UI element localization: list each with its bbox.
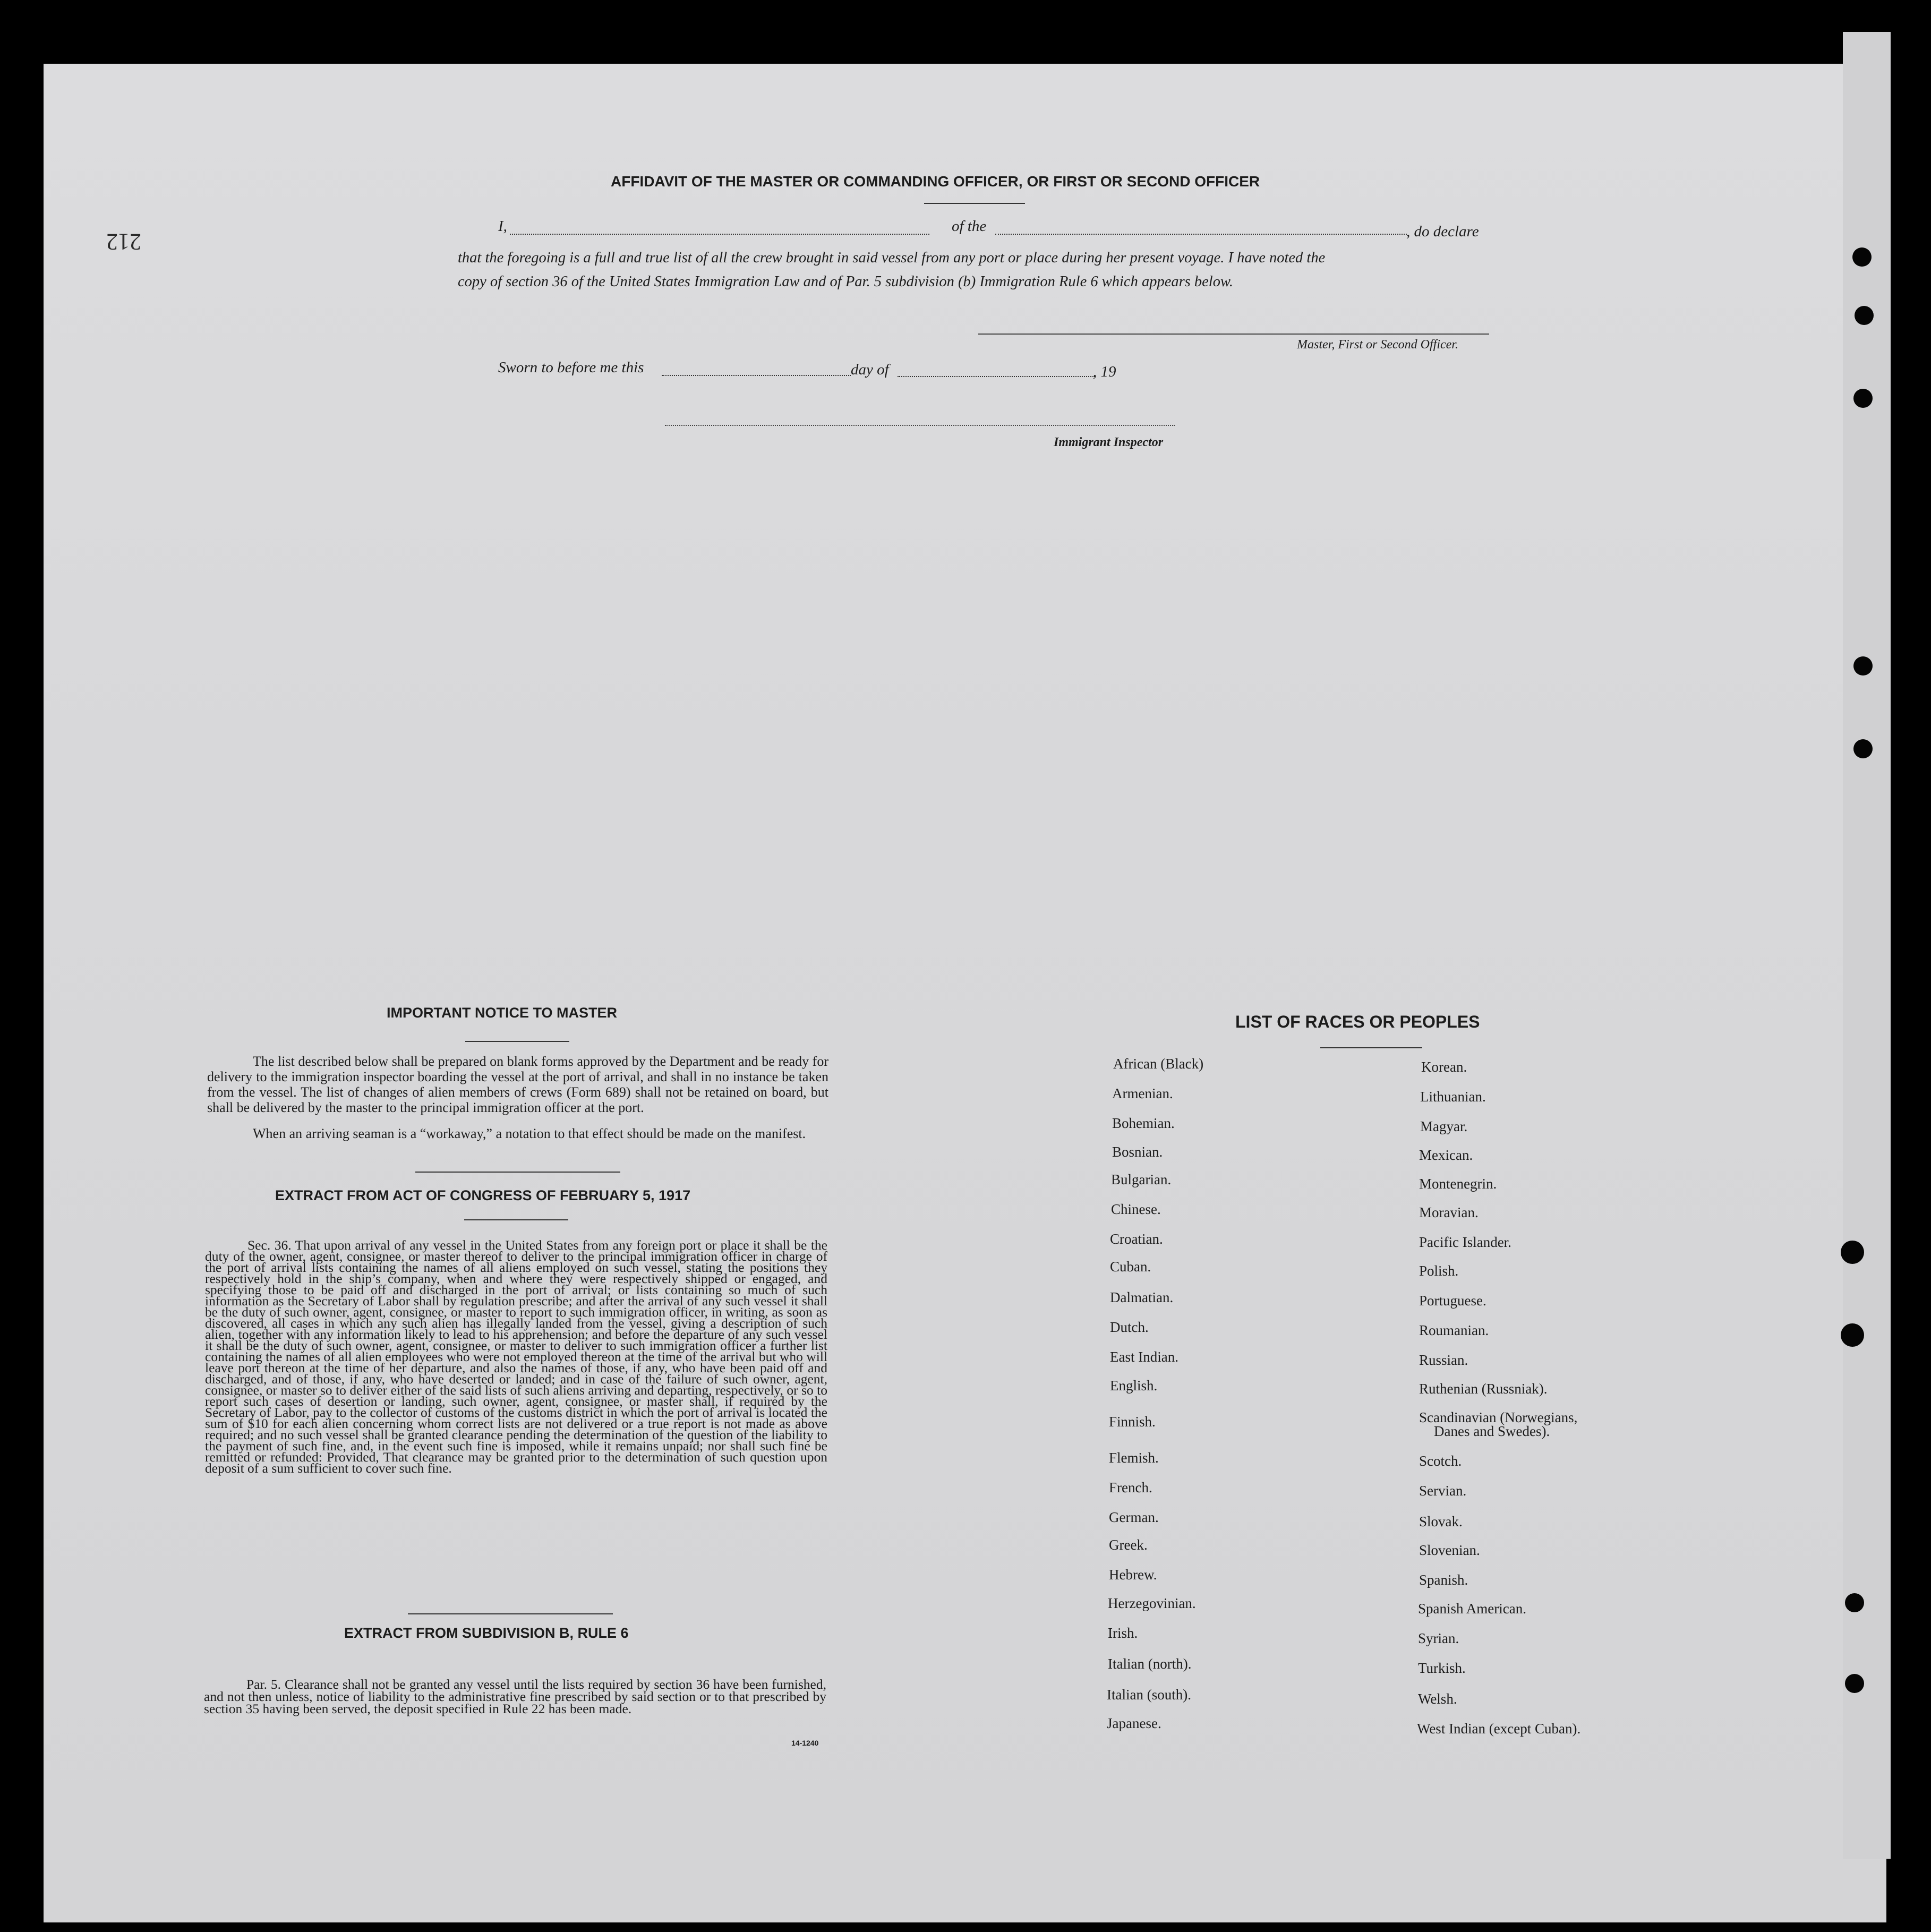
vessel-blank (995, 234, 1407, 235)
affidavit-declare: , do declare (1406, 223, 1479, 240)
notice-para-2: When an arriving seaman is a “workaway,” a notation to that effect should be made on the manifest. (253, 1126, 806, 1141)
inspector-signature-line (665, 425, 1175, 426)
divider (465, 1041, 569, 1042)
binder-hole (1841, 1241, 1864, 1264)
master-signature-line (978, 334, 1489, 335)
affidavit-of-the-label: of the (952, 218, 987, 235)
race-item: Magyar. (1420, 1118, 1468, 1134)
race-item: Spanish American. (1418, 1601, 1526, 1617)
sworn-label: Sworn to before me this (498, 359, 644, 376)
extract-rule-text: Par. 5. Clearance shall not be granted any vessel until the lists required by section 36 have been furnished, and not then unless, notice of liability to the administrative fine prescribed by said section or to that prescribed by section 35 having been served, the deposit specified in Rule 22 has been made. (204, 1677, 826, 1716)
divider (924, 203, 1025, 204)
race-item: Italian (north). (1108, 1656, 1192, 1672)
year-label: , 19 (1093, 363, 1116, 380)
race-item: German. (1109, 1509, 1159, 1525)
race-item: Greek. (1109, 1537, 1148, 1553)
affidavit-line-2: that the foregoing is a full and true list of all the crew brought in said vessel from any port or place during her present voyage. I have noted the (458, 250, 1326, 266)
binder-hole (1852, 247, 1872, 267)
race-item: Roumanian. (1419, 1322, 1489, 1338)
race-item: Bohemian. (1112, 1115, 1175, 1131)
race-item: Lithuanian. (1420, 1089, 1486, 1105)
race-item: Hebrew. (1109, 1567, 1157, 1583)
master-label: Master, First or Second Officer. (1297, 338, 1458, 352)
race-item: Moravian. (1419, 1204, 1479, 1220)
race-item: Montenegrin. (1419, 1176, 1497, 1192)
race-item: Spanish. (1419, 1572, 1468, 1588)
race-item: Finnish. (1109, 1414, 1156, 1430)
race-item: English. (1110, 1378, 1158, 1394)
race-item: Dalmatian. (1110, 1289, 1174, 1305)
race-item: Flemish. (1109, 1450, 1159, 1466)
race-item: Ruthenian (Russniak). (1419, 1381, 1548, 1397)
race-item: Cuban. (1110, 1259, 1151, 1275)
extract-act-text: Sec. 36. That upon arrival of any vessel in the United States from any foreign port or place it shall be the duty of the owner, agent, consignee, or master thereof to deliver to the principal immigration officer in charge of the port of arrival lists containing the names of all aliens employed on such vessel, stating the positions they respectively hold in the ship’s company, when and where they were respectively shipped or engaged, and specifying those to be paid off and discharged in the port of arrival; or lists containing so much of such information as the Secretary of Labor shall by regulation prescribe; and after the arrival of any such vessel it shall be the duty of such owner, agent, consignee, or master to report to such immigration officer, in writing, as soon as discovered, all cases in which any such alien has illegally landed from the vessel, giving a description of such alien, together with any information likely to lead to his apprehension; and before the departure of any such vessel it shall be the duty of such owner, agent, consignee, or master to deliver to such immigration officer a further list containing the names of all alien employees who were not employed thereon at the time of the arrival but who will leave port thereon at the time of her departure, and also the names of those, if any, who have been paid off and discharged, and of those, if any, who have deserted or landed; and in case of the failure of such owner, agent, consignee, or master so to deliver either of the said lists of such aliens arriving and departing, respectively, or so to report such cases of desertion or landing, such owner, agent, consignee, or master shall, if required by the Secretary of Labor, pay to the collector of customs of the customs district in which the port of arrival is located the sum of $10 for each alien concerning whom correct lists are not delivered or a true report is not made as above required; and no such vessel shall be granted clearance pending the determination of the question of the liability to the payment of such fine, and, in the event such fine is imposed, while it remains unpaid; nor shall such fine be remitted or refunded: Provided, That clearance may be granted prior to the determination of such question upon deposit of a sum sufficient to cover such fine. (205, 1237, 827, 1476)
divider (464, 1219, 568, 1220)
divider (415, 1172, 620, 1173)
divider (1320, 1047, 1422, 1048)
race-item: Portuguese. (1419, 1293, 1486, 1309)
document-page (44, 64, 1886, 1922)
binder-hole (1845, 1593, 1864, 1612)
form-number: 14-1240 (791, 1739, 819, 1747)
race-item: Servian. (1419, 1483, 1467, 1499)
race-item: Pacific Islander. (1419, 1234, 1511, 1250)
race-item: French. (1109, 1480, 1152, 1495)
margin-mark: 212 (106, 229, 141, 255)
name-blank (510, 234, 929, 235)
race-item: Armenian. (1112, 1085, 1173, 1101)
sworn-month-blank (898, 376, 1095, 377)
race-item: Mexican. (1419, 1147, 1473, 1163)
affidavit-i-label: I, (498, 218, 507, 235)
race-item: Bulgarian. (1111, 1172, 1172, 1187)
notice-para-1: The list described below shall be prepared on blank forms approved by the Department and be ready for delivery to the immigration inspector boarding the vessel at the port of arrival, and shall in no instance be taken from the vessel. The list of changes of alien members of crews (Form 689) shall not be retained on board, but shall be delivered by the master to the principal immigration officer at the port. (207, 1054, 828, 1115)
binder-hole (1853, 389, 1873, 408)
race-item: Chinese. (1111, 1201, 1161, 1217)
race-item: African (Black) (1113, 1056, 1204, 1072)
day-of-label: day of (851, 361, 889, 378)
race-item: Welsh. (1418, 1691, 1457, 1707)
race-item: Scandinavian (Norwegians, (1419, 1409, 1578, 1425)
race-item: West Indian (except Cuban). (1417, 1721, 1581, 1737)
binder-hole (1855, 306, 1874, 325)
binder-hole (1853, 656, 1873, 676)
race-item: Croatian. (1110, 1231, 1163, 1247)
race-item: Slovenian. (1419, 1542, 1480, 1558)
race-item: Korean. (1421, 1059, 1467, 1075)
race-item: Polish. (1419, 1263, 1459, 1279)
race-item: Syrian. (1418, 1630, 1459, 1646)
binder-hole (1845, 1674, 1864, 1693)
race-item: Dutch. (1110, 1319, 1149, 1335)
inspector-label: Immigrant Inspector (1054, 435, 1164, 449)
race-item: Turkish. (1418, 1660, 1466, 1676)
race-item: Russian. (1419, 1352, 1468, 1368)
extract-rule-title: EXTRACT FROM SUBDIVISION B, RULE 6 (344, 1625, 629, 1641)
race-item: Herzegovinian. (1108, 1595, 1196, 1611)
race-item: Irish. (1108, 1625, 1138, 1641)
divider (408, 1613, 613, 1614)
affidavit-line-3: copy of section 36 of the United States Immigration Law and of Par. 5 subdivision (b) Immigration Rule 6 which appears below. (458, 273, 1233, 290)
sworn-day-blank (662, 375, 851, 376)
race-item: Japanese. (1107, 1715, 1161, 1731)
race-item: Italian (south). (1107, 1687, 1191, 1703)
race-item: Slovak. (1419, 1514, 1463, 1529)
races-title: LIST OF RACES OR PEOPLES (1235, 1012, 1480, 1031)
race-item: Scotch. (1419, 1453, 1462, 1469)
race-item: Bosnian. (1112, 1144, 1163, 1160)
binder-hole (1841, 1323, 1864, 1347)
race-item: East Indian. (1110, 1349, 1178, 1365)
notice-title: IMPORTANT NOTICE TO MASTER (387, 1005, 617, 1021)
affidavit-title: AFFIDAVIT OF THE MASTER OR COMMANDING OFFICER, OR FIRST OR SECOND OFFICER (611, 173, 1260, 190)
race-item: Danes and Swedes). (1434, 1423, 1550, 1439)
binder-hole (1853, 739, 1873, 758)
extract-act-title: EXTRACT FROM ACT OF CONGRESS OF FEBRUARY 5, 1917 (275, 1187, 691, 1203)
